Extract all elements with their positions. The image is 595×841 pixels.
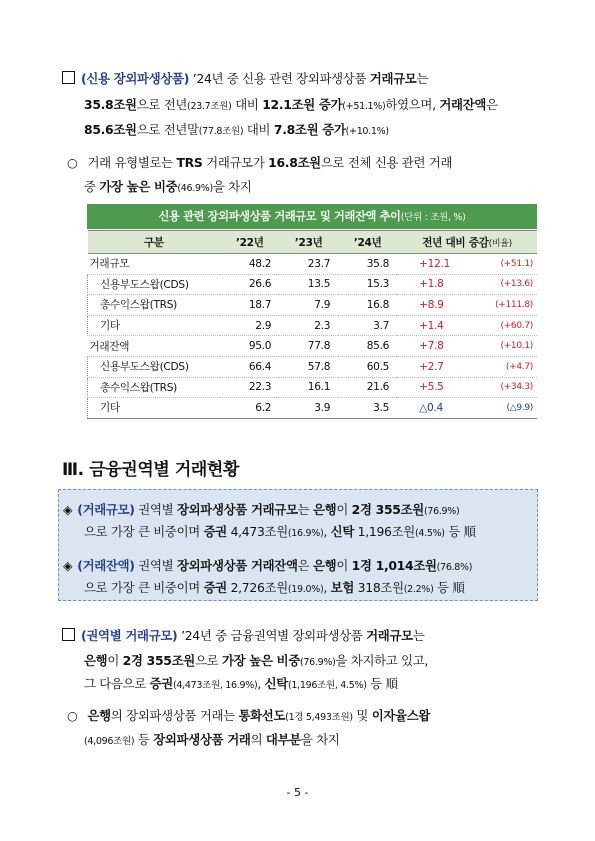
change-percent: (+34.3) <box>500 382 533 393</box>
col-header-2022: ’22년 <box>220 231 279 254</box>
para-credit-line-1: (신용 장외파생상품) ’24년 중 신용 관련 장외파생상품 거래규모는 <box>62 69 428 87</box>
row-label: 거래규모 <box>88 254 221 275</box>
table-row <box>88 254 538 275</box>
summary-volume-line-2: 으로 가장 큰 비중이며 증권 4,473조원(16.9%), 신탁 1,196조원(4.5%) 등 順 <box>84 524 476 539</box>
value-2023: 23.7 <box>279 254 338 275</box>
col-header-2024: ’24년 <box>338 231 397 254</box>
table-row <box>88 356 538 377</box>
value-2022: 22.3 <box>220 377 279 398</box>
diamond-bullet-icon: ◈ <box>63 502 73 517</box>
summary-balance-line-2: 으로 가장 큰 비중이며 증권 2,726조원(19.0%), 보험 318조원(2.2%) 등 順 <box>84 580 465 595</box>
change-percent: (+51.1) <box>500 258 533 269</box>
value-2023: 3.9 <box>279 398 338 419</box>
value-2022: 48.2 <box>220 254 279 275</box>
change-cell <box>397 295 537 316</box>
value-2023: 13.5 <box>279 274 338 295</box>
para-credit-line-2: 35.8조원으로 전년(23.7조원) 대비 12.1조원 증가(+51.1%)하였으며, 거래잔액은 <box>84 97 498 112</box>
row-label: 총수익스왑(TRS) <box>88 377 221 398</box>
change-cell <box>397 254 537 275</box>
table-row <box>88 336 538 357</box>
change-percent: (△9.9) <box>506 402 533 413</box>
change-value: +1.8 <box>419 278 444 291</box>
change-percent: (+4.7) <box>505 361 533 372</box>
value-2023: 77.8 <box>279 336 338 357</box>
change-cell <box>397 398 537 419</box>
value-2024: 3.7 <box>338 315 397 336</box>
change-cell <box>397 274 537 295</box>
change-value: +1.4 <box>419 319 444 332</box>
row-label: 총수익스왑(TRS) <box>88 295 221 316</box>
change-value: +2.7 <box>419 360 444 373</box>
para-bank-line-2: (4,096조원) 등 장외파생상품 거래의 대부분을 차지 <box>84 732 340 747</box>
table-row <box>88 274 538 295</box>
para-sector-line-2: 은행이 2경 355조원으로 가장 높은 비중(76.9%)을 차지하고 있고, <box>84 653 429 668</box>
bullet-circle-icon: ○ <box>67 155 78 170</box>
value-2022: 66.4 <box>220 356 279 377</box>
change-percent: (+10.1) <box>500 341 533 352</box>
row-label: 거래잔액 <box>88 336 221 357</box>
change-value: +7.8 <box>419 340 444 353</box>
change-value: +5.5 <box>419 381 444 394</box>
value-2023: 2.3 <box>279 315 338 336</box>
col-header-change: 전년 대비 증감(비율) <box>397 231 537 254</box>
row-label: 기타 <box>88 398 221 419</box>
table-row <box>88 295 538 316</box>
change-value: +12.1 <box>419 257 451 270</box>
change-percent: (+13.6) <box>500 279 533 290</box>
value-2024: 15.3 <box>338 274 397 295</box>
value-2022: 2.9 <box>220 315 279 336</box>
para-trs-line-2: 중 가장 높은 비중(46.9%)을 차지 <box>84 179 252 194</box>
change-cell <box>397 315 537 336</box>
col-header-2023: ’23년 <box>279 231 338 254</box>
para-trs-line-1: ○ 거래 유형별로는 TRS 거래규모가 16.8조원으로 전체 신용 관련 거래 <box>67 155 453 170</box>
table-row <box>88 398 538 419</box>
col-header-category: 구분 <box>88 231 221 254</box>
row-label: 기타 <box>88 315 221 336</box>
change-value: △0.4 <box>419 401 443 414</box>
diamond-bullet-icon: ◈ <box>63 558 73 573</box>
para-bank-line-1: ○ 은행의 장외파생상품 거래는 통화선도(1경 5,493조원) 및 이자율스왑 <box>67 708 431 723</box>
value-2024: 35.8 <box>338 254 397 275</box>
section-heading: Ⅲ. 금융권역별 거래현황 <box>62 460 239 480</box>
value-2022: 6.2 <box>220 398 279 419</box>
value-2022: 18.7 <box>220 295 279 316</box>
value-2024: 16.8 <box>338 295 397 316</box>
change-percent: (+111.8) <box>495 299 533 310</box>
change-value: +8.9 <box>419 298 444 311</box>
value-2022: 95.0 <box>220 336 279 357</box>
change-percent: (+60.7) <box>500 320 533 331</box>
para-sector-line-3: 그 다음으로 증권(4,473조원, 16.9%), 신탁(1,196조원, 4.5%) 등 順 <box>84 676 398 691</box>
value-2024: 60.5 <box>338 356 397 377</box>
value-2023: 7.9 <box>279 295 338 316</box>
checkbox-square-icon <box>62 628 75 641</box>
change-cell <box>397 377 537 398</box>
checkbox-square-icon <box>62 71 75 84</box>
para-sector-line-1: (권역별 거래규모) ’24년 중 금융권역별 장외파생상품 거래규모는 <box>62 626 425 644</box>
change-cell <box>397 356 537 377</box>
value-2024: 3.5 <box>338 398 397 419</box>
table-title: 신용 관련 장외파생상품 거래규모 및 거래잔액 추이(단위 : 조원, %) <box>87 204 537 229</box>
credit-derivatives-table <box>87 230 537 419</box>
bullet-circle-icon: ○ <box>67 708 78 723</box>
table-row <box>88 377 538 398</box>
value-2023: 16.1 <box>279 377 338 398</box>
value-2024: 21.6 <box>338 377 397 398</box>
summary-volume-line-1: ◈ (거래규모) 권역별 장외파생상품 거래규모는 은행이 2경 355조원(76.9%) <box>63 502 460 517</box>
value-2024: 85.6 <box>338 336 397 357</box>
change-cell <box>397 336 537 357</box>
row-label: 신용부도스왑(CDS) <box>88 274 221 295</box>
page-number: - 5 - <box>286 786 309 799</box>
table-row <box>88 315 538 336</box>
table-header-row <box>88 231 538 254</box>
value-2022: 26.6 <box>220 274 279 295</box>
value-2023: 57.8 <box>279 356 338 377</box>
row-label: 신용부도스왑(CDS) <box>88 356 221 377</box>
summary-balance-line-1: ◈ (거래잔액) 권역별 장외파생상품 거래잔액은 은행이 1경 1,014조원(76.8%) <box>63 558 473 573</box>
para-credit-line-3: 85.6조원으로 전년말(77.8조원) 대비 7.8조원 증가(+10.1%) <box>84 122 389 137</box>
